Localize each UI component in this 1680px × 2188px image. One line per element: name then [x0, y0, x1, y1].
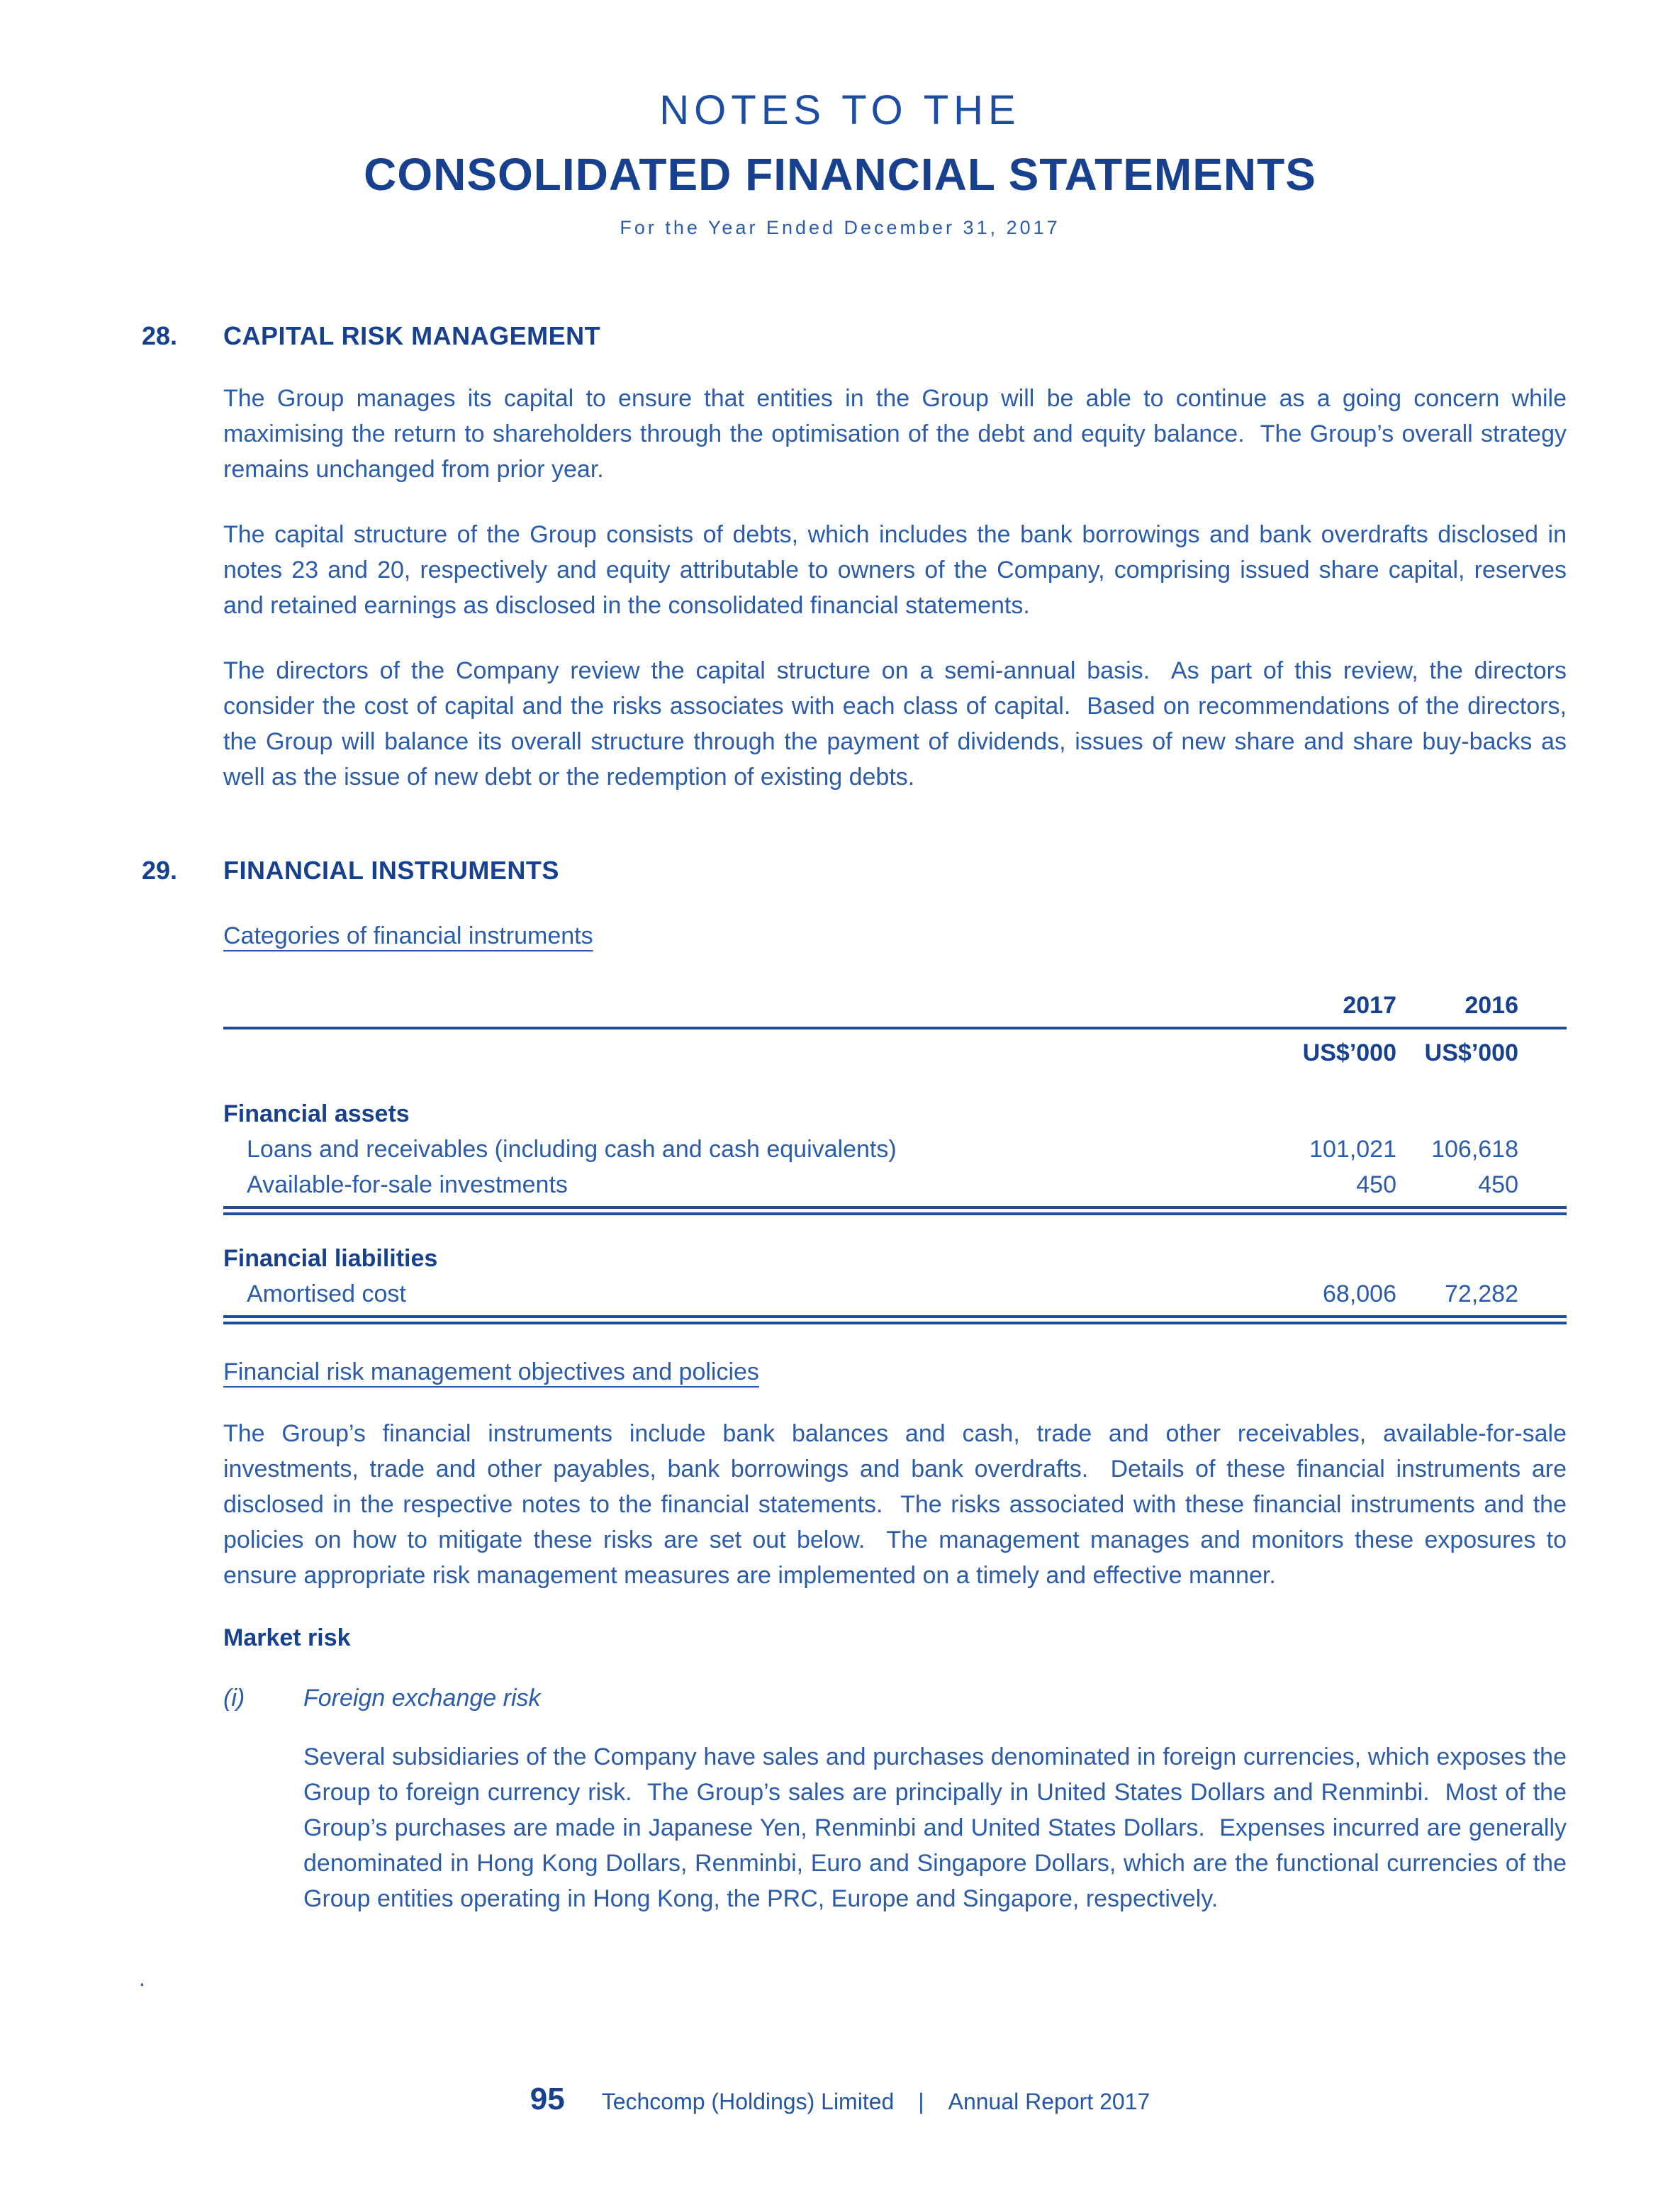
page-title-line2: CONSOLIDATED FINANCIAL STATEMENTS — [364, 149, 1316, 200]
foreign-exchange-risk-title: Foreign exchange risk — [303, 1685, 541, 1712]
risk-management-paragraph: The Group’s financial instruments include bank balances and cash, trade and other receivables, available-for-sale investments, trade and other payables, bank borrowings and bank overdrafts. Details of these financial instruments are disclosed in the respective notes to the financial statements. The risks associated with these financial instruments and the policies on how to mitigate these risks are set out below. The management manages and monitors these exposures to ensure appropriate risk management measures are implemented on a timely and effective manner. — [223, 1420, 1574, 1589]
content-area — [142, 321, 1574, 1916]
table-row — [223, 1276, 1567, 1312]
footer-report-title: Annual Report 2017 — [948, 2089, 1150, 2114]
section-28-heading — [142, 321, 1567, 351]
section-29-number: 29. — [142, 856, 178, 885]
section-28-paragraph-3: The directors of the Company review the capital structure on a semi-annual basis. As part of this review, the directors consider the cost of capital and the risks associates with each class of capital. Based on recommendations of the directors, the Group will balance its overall structure through the payment of dividends, issues of new share and share buy-backs as well as the issue of new debt or the redemption of existing debts. — [223, 657, 1574, 791]
stray-period-mark: . — [139, 1965, 145, 1991]
column-header-2017: 2017 — [1343, 992, 1396, 1019]
financial-instruments-table — [223, 990, 1567, 1324]
table-unit-empty-cell — [223, 1029, 1198, 1069]
financial-liabilities-header: Financial liabilities — [223, 1245, 438, 1272]
assets-total-rule — [223, 1206, 1567, 1215]
section-28-body — [223, 381, 1574, 795]
section-28-paragraph-2: The capital structure of the Group consists of debts, which includes the bank borrowings and bank overdrafts disclosed in notes 23 and 20, respectively and equity attributable to owners of the Company, comprising issued share capital, reserves and retained earnings as disclosed in the consolidated financial statements. — [223, 521, 1574, 619]
table-year-header-row — [223, 990, 1567, 1021]
column-header-2016: 2016 — [1465, 992, 1518, 1019]
available-for-sale-2017-value: 450 — [1356, 1171, 1396, 1198]
available-for-sale-2016-value: 450 — [1478, 1171, 1518, 1198]
section-28-paragraph-1: The Group manages its capital to ensure that entities in the Group will be able to continue as a going concern while maximising the return to shareholders through the optimisation of the debt and equity balance. The Group’s overall strategy remains unchanged from prior year. — [223, 385, 1574, 483]
section-28-number: 28. — [142, 321, 178, 350]
table-row — [223, 1167, 1567, 1202]
market-risk-heading: Market risk — [223, 1624, 351, 1651]
row-label-loans-receivables: Loans and receivables (including cash and cash equivalents) — [247, 1136, 897, 1163]
section-28-title: CAPITAL RISK MANAGEMENT — [223, 321, 601, 350]
loans-receivables-2017-value: 101,021 — [1309, 1136, 1396, 1163]
categories-subheading: Categories of financial instruments — [223, 922, 593, 949]
section-29-title: FINANCIAL INSTRUMENTS — [223, 856, 559, 885]
page-subtitle: For the Year Ended December 31, 2017 — [620, 217, 1060, 238]
page-footer — [0, 2082, 1680, 2117]
table-corner-cell — [223, 990, 1198, 1021]
section-29-heading — [142, 856, 1567, 886]
row-label-amortised-cost: Amortised cost — [247, 1280, 406, 1307]
page-number: 95 — [530, 2082, 565, 2116]
list-marker-i: (i) — [223, 1685, 245, 1712]
unit-label-2017: US$’000 — [1302, 1039, 1396, 1066]
section-29-body — [223, 922, 1574, 1916]
liabilities-total-rule — [223, 1315, 1567, 1324]
foreign-exchange-risk-heading — [223, 1685, 1567, 1712]
unit-label-2016: US$’000 — [1424, 1039, 1518, 1066]
document-header — [0, 0, 1680, 239]
table-row — [223, 1132, 1567, 1167]
footer-separator: | — [918, 2089, 924, 2114]
foreign-exchange-risk-paragraph: Several subsidiaries of the Company have sales and purchases denominated in foreign currencies, which exposes the Group to foreign currency risk. The Group’s sales are principally in United States Dollars and Renminbi. Most of the Group’s purchases are made in Japanese Yen, Renminbi and United States Dollars. Expenses incurred are generally denominated in Hong Kong Dollars, Renminbi, Euro and Singapore Dollars, which are the functional currencies of the Group entities operating in Hong Kong, the PRC, Europe and Singapore, respectively. — [303, 1743, 1574, 1912]
table-unit-row — [223, 1029, 1567, 1069]
row-label-available-for-sale: Available-for-sale investments — [247, 1171, 568, 1198]
amortised-cost-2016-value: 72,282 — [1445, 1280, 1518, 1307]
page-title-line1: NOTES TO THE — [659, 87, 1021, 133]
loans-receivables-2016-value: 106,618 — [1431, 1136, 1518, 1163]
amortised-cost-2017-value: 68,006 — [1323, 1280, 1396, 1307]
risk-management-subheading: Financial risk management objectives and policies — [223, 1358, 759, 1385]
financial-assets-header: Financial assets — [223, 1100, 410, 1127]
footer-company-name: Techcomp (Holdings) Limited — [601, 2089, 895, 2114]
